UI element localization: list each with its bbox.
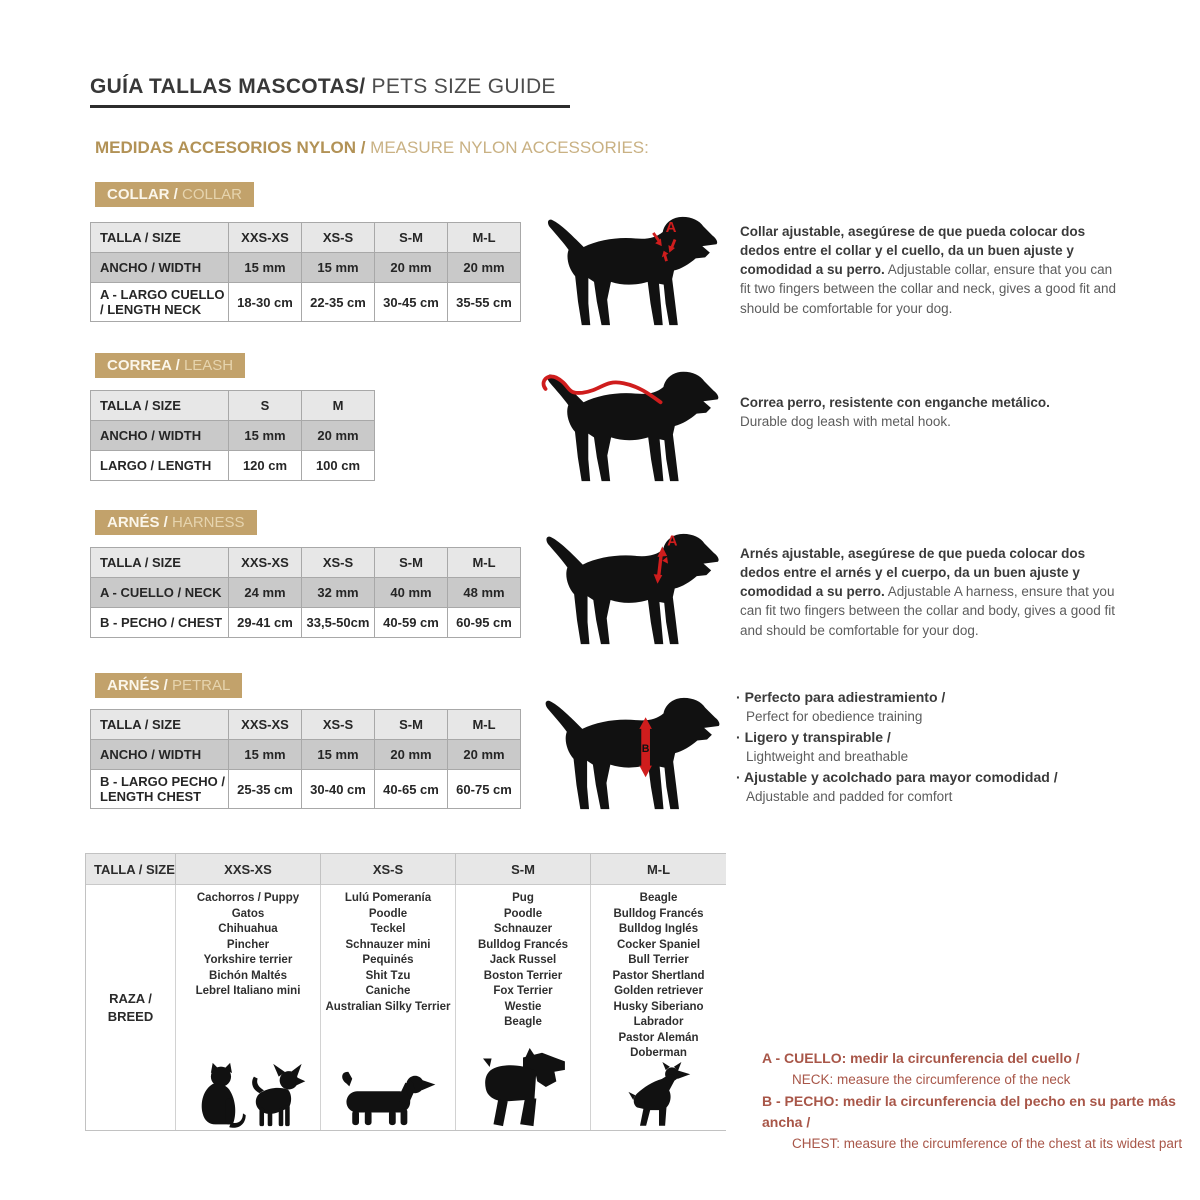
- size-cell: S: [229, 391, 302, 421]
- value-cell: 100 cm: [302, 451, 375, 481]
- size-header-cell: TALLA / SIZE: [91, 391, 229, 421]
- feature-es: · Perfecto para adiestramiento /: [736, 687, 1126, 707]
- cat-and-chihuahua-silhouette-icon: [188, 1062, 308, 1128]
- row-label-cell: ANCHO / WIDTH: [91, 740, 229, 770]
- leash-badge-es: CORREA /: [107, 357, 180, 374]
- feature-en: Adjustable and padded for comfort: [746, 789, 953, 805]
- leash-size-table: [90, 390, 375, 481]
- table-row: [91, 421, 375, 451]
- feature-es: · Ajustable y acolchado para mayor comodidad /: [736, 767, 1126, 787]
- leash-section: [90, 353, 1150, 493]
- value-cell: 15 mm: [302, 253, 375, 283]
- table-row: [91, 548, 521, 578]
- value-cell: 40-65 cm: [375, 770, 448, 809]
- table-row: [91, 710, 521, 740]
- value-cell: 35-55 cm: [448, 283, 521, 322]
- dog-silhouette-leash-icon: [535, 368, 730, 484]
- breed-col-xxs-xs: [176, 885, 321, 1130]
- value-cell: 60-95 cm: [448, 608, 521, 638]
- size-cell: M-L: [448, 548, 521, 578]
- page-subtitle: [95, 138, 649, 158]
- leash-badge: [95, 353, 245, 378]
- collar-desc-en: Adjustable collar, ensure that you can fit two fingers between the collar and neck, gives a good fit and should be comfortable for your dog.: [740, 262, 1116, 316]
- collar-dog-illustration: [542, 215, 727, 333]
- row-label-cell: A - CUELLO / NECK: [91, 578, 229, 608]
- svg-text:B: B: [641, 743, 650, 756]
- harness-dog-illustration: [542, 532, 727, 652]
- size-cell: S-M: [375, 223, 448, 253]
- table-row: [91, 770, 521, 809]
- value-cell: 30-40 cm: [302, 770, 375, 809]
- breed-col-s-m: [456, 885, 591, 1130]
- harness-badge-en: HARNESS: [167, 514, 245, 531]
- breed-size-table: [85, 853, 726, 1131]
- size-header-cell: TALLA / SIZE: [91, 710, 229, 740]
- harness-description: [740, 544, 1122, 640]
- page-subtitle-es: MEDIDAS ACCESORIOS NYLON /: [95, 138, 366, 157]
- petral-badge-en: PETRAL: [167, 677, 231, 694]
- note-b-es: B - PECHO: medir la circunferencia del pecho en su parte más ancha /: [762, 1092, 1176, 1131]
- table-row: [91, 578, 521, 608]
- value-cell: 15 mm: [229, 740, 302, 770]
- harness-badge-es: ARNÉS /: [107, 514, 168, 531]
- table-row: [91, 253, 521, 283]
- value-cell: 60-75 cm: [448, 770, 521, 809]
- size-header-cell: TALLA / SIZE: [91, 548, 229, 578]
- petral-dog-illustration: [542, 696, 727, 819]
- leash-badge-en: LEASH: [179, 357, 234, 374]
- dog-silhouette-harness-icon: [542, 532, 727, 647]
- value-cell: 40 mm: [375, 578, 448, 608]
- size-cell: S-M: [375, 548, 448, 578]
- dog-silhouette-collar-icon: [542, 215, 727, 328]
- size-cell: S-M: [375, 710, 448, 740]
- value-cell: 30-45 cm: [375, 283, 448, 322]
- collar-desc-es: Collar ajustable, asegúrese de que pueda colocar dos dedos entre el collar y el cuello, da un buen ajuste y comodidad a su perro.: [740, 224, 1086, 278]
- breed-list: Cachorros / Puppy Gatos Chihuahua Pincher Yorkshire terrier Bichón Maltés Lebrel Italiano mini: [195, 892, 301, 997]
- page-title: [90, 75, 570, 108]
- value-cell: 24 mm: [229, 578, 302, 608]
- petral-badge-es: ARNÉS /: [107, 677, 168, 694]
- table-row: [91, 223, 521, 253]
- leash-description: [740, 393, 1122, 431]
- breed-col-xs-s: [321, 885, 456, 1130]
- schnauzer-silhouette-icon: [477, 1048, 569, 1128]
- collar-badge-en: COLLAR: [177, 186, 243, 203]
- size-cell: XXS-XS: [229, 223, 302, 253]
- breed-list: Beagle Bulldog Francés Bulldog Inglés Cocker Spaniel Bull Terrier Pastor Shertland Golden retriever Husky Siberiano Labrador Pastor Alemán Doberman: [612, 892, 705, 1059]
- measurement-notes: [762, 1048, 1192, 1155]
- value-cell: 40-59 cm: [375, 608, 448, 638]
- value-cell: 22-35 cm: [302, 283, 375, 322]
- value-cell: 15 mm: [229, 253, 302, 283]
- breed-col-header: XXS-XS: [176, 854, 321, 885]
- size-cell: XS-S: [302, 548, 375, 578]
- row-label-cell: LARGO / LENGTH: [91, 451, 229, 481]
- size-cell: M-L: [448, 710, 521, 740]
- size-cell: XS-S: [302, 710, 375, 740]
- note-a-en: NECK: measure the circumference of the neck: [792, 1071, 1071, 1087]
- feature-en: Lightweight and breathable: [746, 749, 909, 765]
- leash-desc-es: Correa perro, resistente con enganche metálico.: [740, 395, 1050, 410]
- petral-section: [90, 673, 1150, 838]
- collar-size-table: [90, 222, 521, 322]
- value-cell: 48 mm: [448, 578, 521, 608]
- page-title-es: GUÍA TALLAS MASCOTAS/: [90, 75, 366, 98]
- dachshund-silhouette-icon: [337, 1070, 439, 1128]
- size-cell: XXS-XS: [229, 548, 302, 578]
- breed-size-header: TALLA / SIZE: [86, 854, 176, 885]
- breed-list: Lulú Pomeranía Poodle Teckel Schnauzer mini Pequinés Shit Tzu Caniche Australian Silky Terrier: [325, 892, 451, 1013]
- value-cell: 20 mm: [375, 740, 448, 770]
- value-cell: 120 cm: [229, 451, 302, 481]
- breed-row-label-text: RAZA / BREED: [107, 990, 154, 1024]
- collar-badge: [95, 182, 254, 207]
- size-cell: XS-S: [302, 223, 375, 253]
- dog-silhouette-petral-icon: [542, 696, 727, 814]
- value-cell: 33,5-50cm: [302, 608, 375, 638]
- value-cell: 25-35 cm: [229, 770, 302, 809]
- row-label-cell: A - LARGO CUELLO / LENGTH NECK: [91, 283, 229, 322]
- value-cell: 32 mm: [302, 578, 375, 608]
- value-cell: 29-41 cm: [229, 608, 302, 638]
- size-cell: M: [302, 391, 375, 421]
- petral-size-table: [90, 709, 521, 809]
- row-label-cell: ANCHO / WIDTH: [91, 253, 229, 283]
- row-label-cell: B - PECHO / CHEST: [91, 608, 229, 638]
- leash-desc-en: Durable dog leash with metal hook.: [740, 414, 951, 430]
- breed-col-header: XS-S: [321, 854, 456, 885]
- breed-list: Pug Poodle Schnauzer Bulldog Francés Jack Russel Boston Terrier Fox Terrier Westie Beagle: [477, 892, 569, 1028]
- value-cell: 15 mm: [229, 421, 302, 451]
- value-cell: 20 mm: [448, 740, 521, 770]
- row-label-cell: B - LARGO PECHO / LENGTH CHEST: [91, 770, 229, 809]
- collar-description: [740, 222, 1122, 318]
- breed-col-header: M-L: [591, 854, 726, 885]
- value-cell: 15 mm: [302, 740, 375, 770]
- table-row: [91, 391, 375, 421]
- value-cell: 20 mm: [375, 253, 448, 283]
- breed-row-label: [86, 885, 176, 1130]
- petral-badge: [95, 673, 242, 698]
- doberman-silhouette-icon: [607, 1062, 711, 1129]
- svg-text:A: A: [665, 218, 677, 236]
- breed-col-m-l: [591, 885, 726, 1130]
- collar-section: [90, 182, 1150, 347]
- harness-size-table: [90, 547, 521, 638]
- feature-es: · Ligero y transpirable /: [736, 727, 1126, 747]
- value-cell: 20 mm: [448, 253, 521, 283]
- feature-en: Perfect for obedience training: [746, 709, 923, 725]
- collar-badge-es: COLLAR /: [107, 186, 178, 203]
- size-cell: M-L: [448, 223, 521, 253]
- harness-desc-en: Adjustable A harness, ensure that you can fit two fingers between the collar and body, gives a good fit and should be comfortable for your dog.: [740, 584, 1115, 638]
- table-row: [91, 740, 521, 770]
- page-title-en: PETS SIZE GUIDE: [365, 75, 556, 98]
- breed-col-header: S-M: [456, 854, 591, 885]
- harness-desc-es: Arnés ajustable, asegúrese de que pueda colocar dos dedos entre el arnés y el cuerpo, da un buen ajuste y comodidad a su perro.: [740, 546, 1086, 600]
- size-header-cell: TALLA / SIZE: [91, 223, 229, 253]
- value-cell: 20 mm: [302, 421, 375, 451]
- table-row: [91, 451, 375, 481]
- svg-text:A: A: [667, 533, 678, 550]
- note-b-en: CHEST: measure the circumference of the chest at its widest part: [792, 1135, 1183, 1151]
- harness-section: [90, 510, 1150, 660]
- value-cell: 18-30 cm: [229, 283, 302, 322]
- row-label-cell: ANCHO / WIDTH: [91, 421, 229, 451]
- harness-badge: [95, 510, 257, 535]
- leash-dog-illustration: [535, 368, 730, 489]
- size-cell: XXS-XS: [229, 710, 302, 740]
- table-row: [91, 283, 521, 322]
- petral-features: [736, 687, 1126, 807]
- table-row: [91, 608, 521, 638]
- page-subtitle-en: MEASURE NYLON ACCESSORIES:: [365, 138, 649, 157]
- note-a-es: A - CUELLO: medir la circunferencia del cuello /: [762, 1050, 1080, 1066]
